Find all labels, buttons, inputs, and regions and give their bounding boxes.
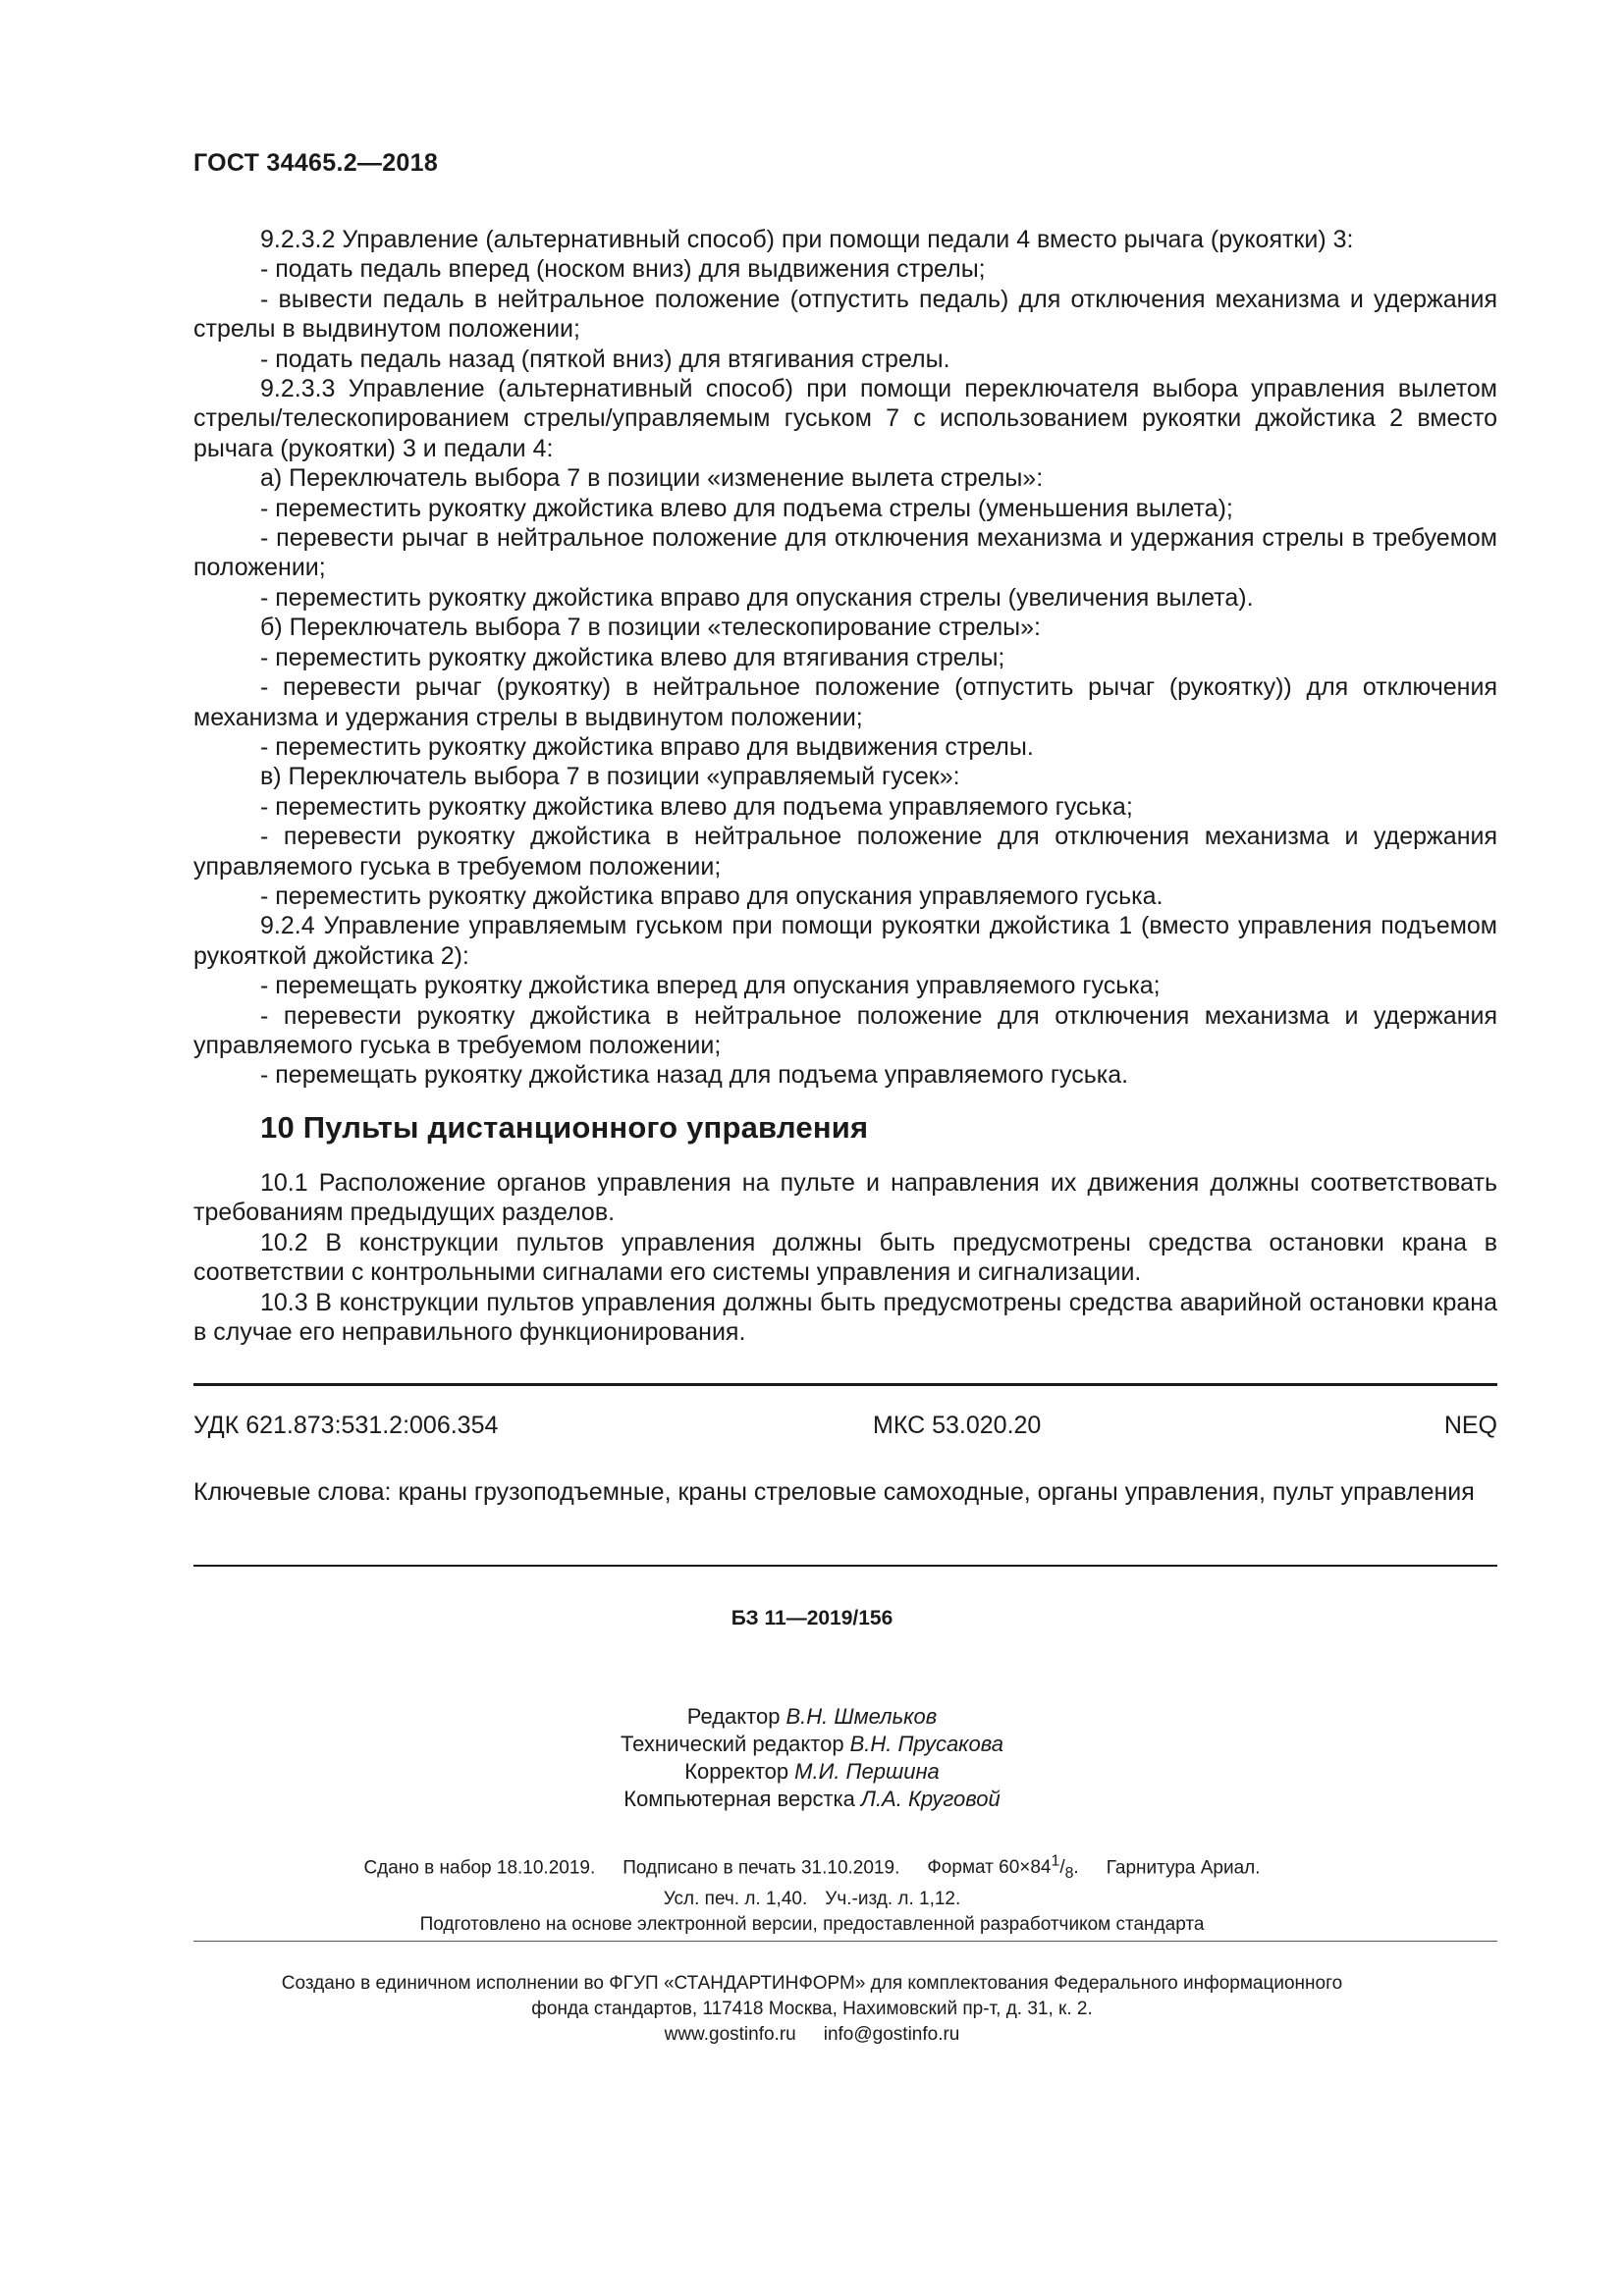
keywords-divider: [193, 1565, 1497, 1567]
paragraph: - перемещать рукоятку джойстика вперед для опускания управляемого гуська;: [260, 972, 1161, 1000]
staff-line: [0, 1731, 1624, 1758]
created-line-2: фонда стандартов, 117418 Москва, Нахимовский пр-т, д. 31, к. 2.: [531, 1999, 1093, 2019]
staff-credits: [0, 1703, 1624, 1813]
font-info: Гарнитура Ариал.: [1106, 1857, 1261, 1879]
sent-date: Сдано в набор 18.10.2019.: [363, 1857, 596, 1879]
created-note: [0, 1971, 1624, 2048]
paragraph: б) Переключатель выбора 7 в позиции «телескопирование стрелы»:: [260, 614, 1041, 642]
paragraph: 10.1 Расположение органов управления на пульте и направления их движения должны соответствовать требованиям предыдущих разделов.: [193, 1169, 1497, 1227]
paragraph: - перевести рукоятку джойстика в нейтральное положение для отключения механизма и удержания управляемого гуська в требуемом положении;: [193, 823, 1497, 881]
paragraph: - перевести рычаг (рукоятку) в нейтральное положение (отпустить рычаг (рукоятку)) для отключения механизма и удержания стрелы в выдвинутом положении;: [193, 673, 1497, 731]
paragraph: - переместить рукоятку джойстика влево для подъема управляемого гуська;: [260, 792, 1133, 821]
udk-code: УДК 621.873:531.2:006.354: [193, 1412, 499, 1439]
paragraph: - подать педаль назад (пяткой вниз) для втягивания стрелы.: [260, 345, 950, 373]
staff-name: М.И. Першина: [794, 1759, 940, 1784]
standard-header: ГОСТ 34465.2—2018: [193, 149, 439, 177]
section-10-body: [193, 1168, 1497, 1347]
format: [927, 1853, 1079, 1883]
section-10-title: 10 Пульты дистанционного управления: [260, 1110, 869, 1145]
staff-name: В.Н. Прусакова: [849, 1732, 1004, 1756]
paragraph: 9.2.3.3 Управление (альтернативный способ) при помощи переключателя выбора управления вылетом стрелы/телескопированием стрелы/управляемым гуськом 7 с использованием рукоятки джойстика 2 вместо рычага (рукоятки) 3 и педали 4:: [193, 375, 1497, 462]
neq-label: NEQ: [1443, 1412, 1497, 1439]
staff-role: Редактор: [686, 1704, 781, 1729]
classification-row: [193, 1412, 1497, 1443]
paragraph: - перевести рукоятку джойстика в нейтральное положение для отключения механизма и удержания управляемого гуська в требуемом положении;: [193, 1001, 1497, 1059]
paragraph: - переместить рукоятку джойстика вправо для опускания управляемого гуська.: [260, 881, 1164, 910]
imprint-divider: [193, 1941, 1497, 1942]
paragraph: - вывести педаль в нейтральное положение (отпустить педаль) для отключения механизма и удержания стрелы в выдвинутом положении;: [193, 285, 1497, 344]
paragraph: - переместить рукоятку джойстика влево для втягивания стрелы;: [260, 643, 1005, 671]
staff-role: Компьютерная верстка: [623, 1787, 855, 1811]
paragraph: - переместить рукоятку джойстика вправо для выдвижения стрелы.: [260, 732, 1034, 761]
imprint-line-1: [0, 1849, 1624, 1887]
paragraph: 10.2 В конструкции пультов управления должны быть предусмотрены средства остановки крана в соответствии с контрольными сигналами его системы управления и сигнализации.: [193, 1228, 1497, 1287]
signed-date: Подписано в печать 31.10.2019.: [623, 1857, 900, 1879]
created-line-1: Создано в единичном исполнении во ФГУП «СТАНДАРТИНФОРМ» для комплектования Федерального информационного: [281, 1973, 1343, 1994]
body-text: [193, 225, 1497, 1091]
paragraph: а) Переключатель выбора 7 в позиции «изменение вылета стрелы»:: [260, 464, 1044, 493]
end-divider: [193, 1383, 1497, 1386]
imprint: [0, 1849, 1624, 1938]
format-sub: 8: [1064, 1865, 1074, 1883]
format-prefix: Формат 60×84: [927, 1857, 1052, 1879]
paragraph: - подать педаль вперед (носком вниз) для выдвижения стрелы;: [260, 255, 986, 284]
staff-name: Л.А. Круговой: [860, 1787, 1001, 1811]
format-suffix: .: [1073, 1857, 1079, 1879]
created-line-3: [0, 2022, 1624, 2048]
staff-role: Корректор: [684, 1759, 789, 1784]
mks-code: МКС 53.020.20: [873, 1412, 1042, 1439]
email-link[interactable]: info@gostinfo.ru: [823, 2024, 960, 2045]
paragraph: - перемещать рукоятку джойстика назад для подъема управляемого гуська.: [260, 1061, 1129, 1090]
staff-name: В.Н. Шмельков: [785, 1704, 938, 1729]
format-slash: /: [1059, 1857, 1065, 1879]
imprint-line-2: [0, 1887, 1624, 1912]
staff-line: [0, 1703, 1624, 1731]
website-link[interactable]: www.gostinfo.ru: [664, 2024, 796, 2045]
print-sheets: Усл. печ. л. 1,40.: [663, 1889, 808, 1910]
paragraph: - перевести рычаг в нейтральное положение для отключения механизма и удержания стрелы в требуемом положении;: [193, 524, 1497, 582]
paragraph: - переместить рукоятку джойстика вправо для опускания стрелы (увеличения вылета).: [260, 583, 1254, 612]
format-sup: 1: [1051, 1853, 1060, 1870]
keywords: Ключевые слова: краны грузоподъемные, краны стреловые самоходные, органы управления, пульт управления: [193, 1478, 1475, 1506]
staff-line: [0, 1786, 1624, 1813]
pub-sheets: Уч.-изд. л. 1,12.: [825, 1889, 961, 1910]
paragraph: 9.2.3.2 Управление (альтернативный способ) при помощи педали 4 вместо рычага (рукоятки) 3:: [260, 226, 1354, 253]
staff-role: Технический редактор: [620, 1732, 844, 1756]
imprint-line-3: Подготовлено на основе электронной версии, предоставленной разработчиком стандарта: [419, 1914, 1205, 1936]
paragraph: 9.2.4 Управление управляемым гуськом при помощи рукоятки джойстика 1 (вместо управления подъемом рукояткой джойстика 2):: [193, 912, 1497, 970]
staff-line: [0, 1758, 1624, 1786]
paragraph: в) Переключатель выбора 7 в позиции «управляемый гусек»:: [260, 763, 960, 791]
bz-number: БЗ 11—2019/156: [731, 1607, 893, 1629]
paragraph: - переместить рукоятку джойстика влево для подъема стрелы (уменьшения вылета);: [260, 494, 1233, 522]
paragraph: 10.3 В конструкции пультов управления должны быть предусмотрены средства аварийной остановки крана в случае его неправильного функционирования.: [193, 1288, 1497, 1347]
